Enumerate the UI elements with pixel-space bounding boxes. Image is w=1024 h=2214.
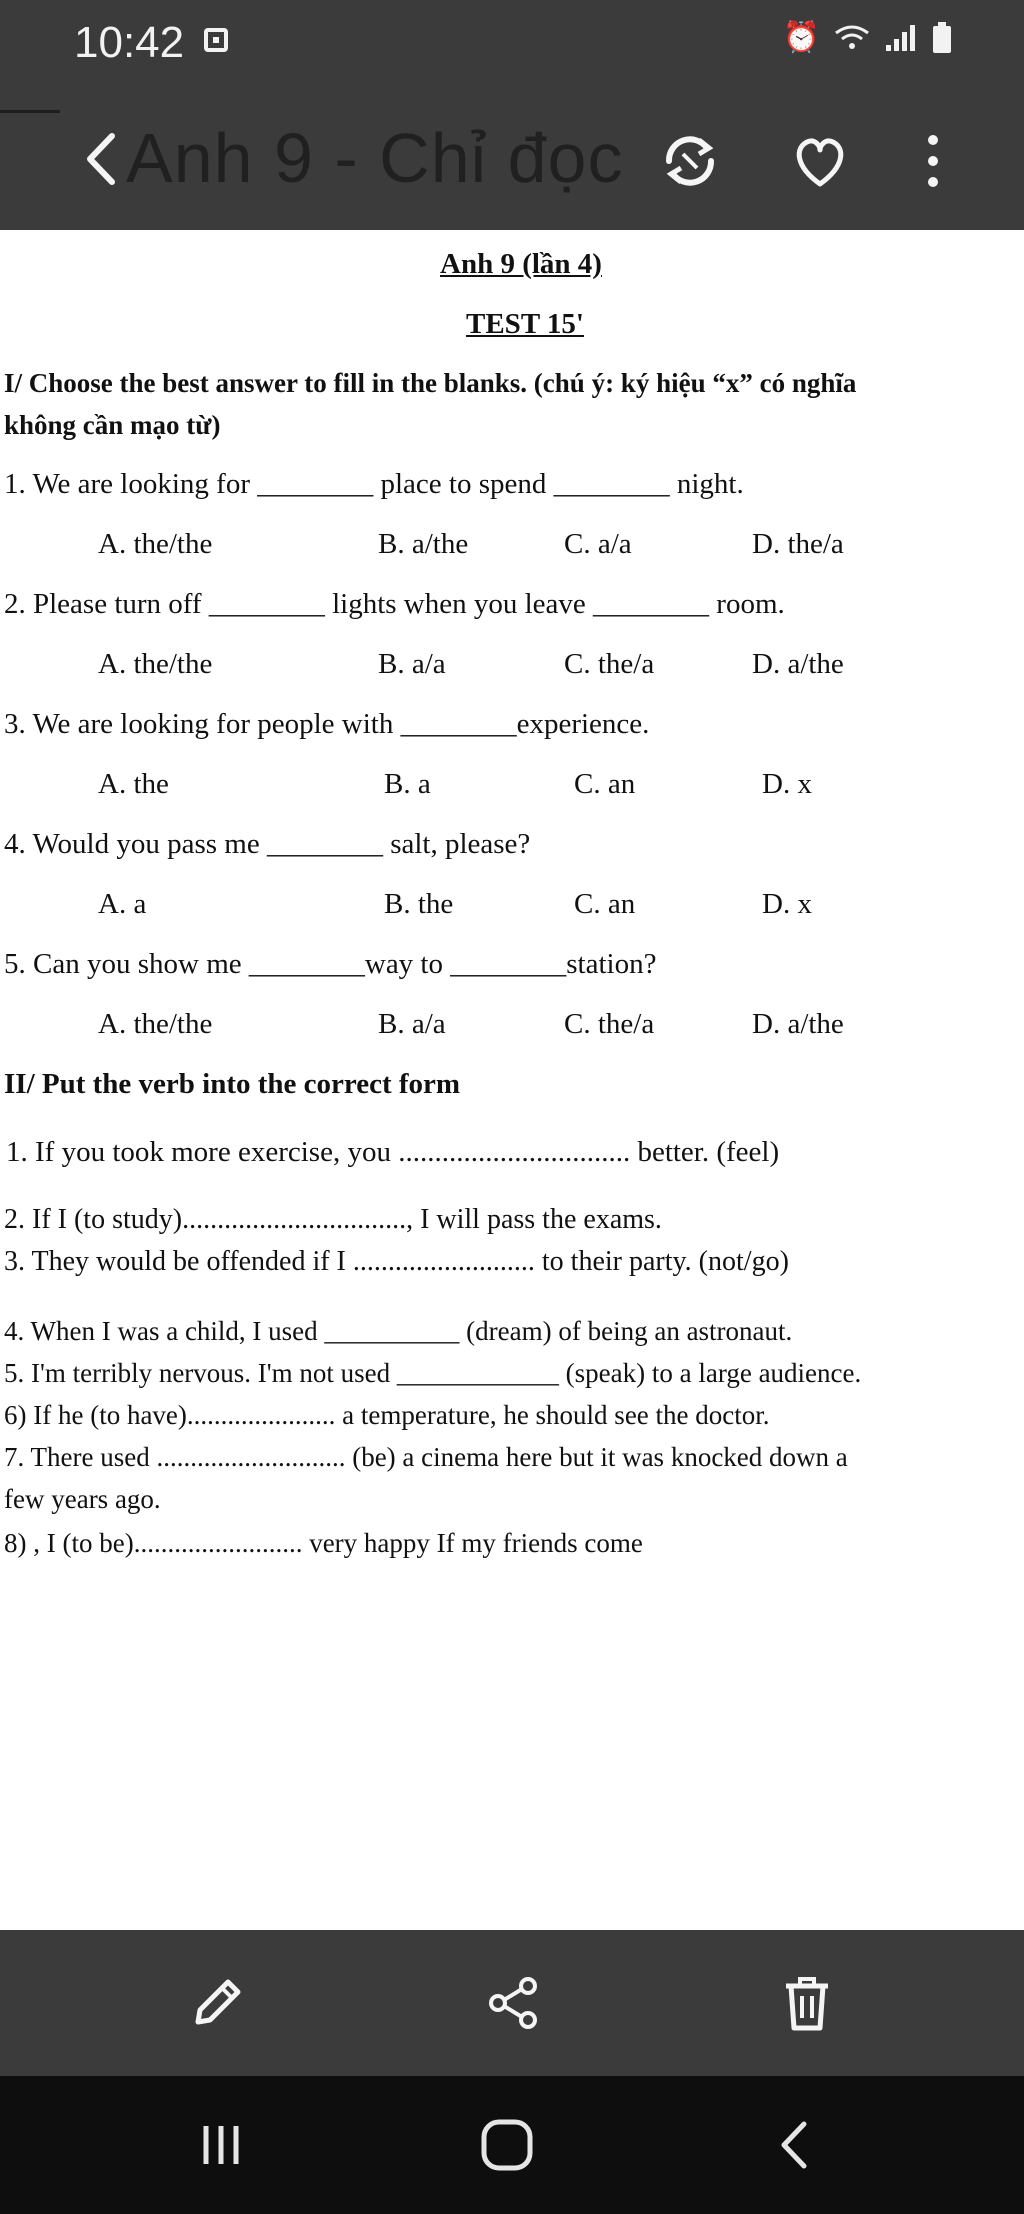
exercise-item: 7. There used ............................ (be) a cinema here but it was knocked down a: [4, 1442, 848, 1472]
title-divider: [0, 110, 60, 113]
delete-button[interactable]: [774, 1970, 840, 2036]
exercise-item: 4. When I was a child, I used __________ (dream) of being an astronaut.: [4, 1316, 793, 1346]
question-stem: 2. Please turn off ________ lights when you leave ________ room.: [4, 588, 785, 620]
question-stem: 3. We are looking for people with ________experience.: [4, 708, 650, 740]
option-c: C. an: [574, 888, 636, 920]
status-icons: [783, 20, 952, 55]
share-icon: [480, 1970, 546, 2036]
heart-icon: [785, 126, 855, 196]
recent-apps-icon: [186, 2110, 256, 2180]
screenshot-icon: [204, 28, 228, 52]
favorite-button[interactable]: [785, 126, 855, 196]
exercise-item: 1. If you took more exercise, you ................................ better. (feel): [6, 1136, 780, 1168]
sync-button[interactable]: [655, 126, 725, 196]
battery-icon: [932, 22, 952, 54]
exercise-item: 2. If I (to study)................................, I will pass the exams.: [4, 1204, 662, 1235]
alarm-icon: ⏰: [782, 20, 820, 55]
option-c: C. the/a: [564, 1008, 655, 1040]
bottom-toolbar: [0, 1930, 1024, 2076]
option-c: C. an: [574, 768, 636, 800]
option-d: D. a/the: [752, 648, 844, 680]
edit-button[interactable]: [184, 1970, 250, 2036]
option-b: B. a/a: [378, 1008, 446, 1040]
back-arrow-icon: [72, 114, 132, 204]
option-a: A. the/the: [98, 1008, 213, 1040]
option-b: B. the: [384, 888, 454, 920]
option-a: A. the: [98, 768, 169, 800]
option-d: D. the/a: [752, 528, 844, 560]
option-d: D. a/the: [752, 1008, 844, 1040]
exercise-item: 3. They would be offended if I .......................... to their party. (not/go): [4, 1246, 789, 1277]
option-a: A. a: [98, 888, 147, 920]
option-c: C. a/a: [564, 528, 632, 560]
signal-icon: [884, 23, 918, 53]
nav-back-icon: [762, 2110, 832, 2180]
system-nav-bar: [0, 2076, 1024, 2214]
home-button[interactable]: [472, 2110, 542, 2180]
edit-pencil-icon: [184, 1970, 250, 2036]
home-icon: [472, 2110, 542, 2180]
question-stem: 1. We are looking for ________ place to spend ________ night.: [4, 468, 744, 500]
status-bar: [0, 0, 1024, 90]
option-a: A. the/the: [98, 648, 213, 680]
wifi-icon: [834, 23, 870, 53]
option-d: D. x: [762, 888, 812, 920]
section1-instruction-cont: không cần mạo từ): [4, 410, 221, 440]
question-stem: 5. Can you show me ________way to ________station?: [4, 948, 657, 980]
section1-instruction: I/ Choose the best answer to fill in the blanks. (chú ý: ký hiệu “x” có nghĩa: [4, 368, 857, 398]
nav-back-button[interactable]: [762, 2110, 832, 2180]
question-stem: 4. Would you pass me ________ salt, please?: [4, 828, 531, 860]
recent-apps-button[interactable]: [186, 2110, 256, 2180]
document-page: [0, 230, 1024, 1930]
document-title: Anh 9 - Chỉ đọc: [126, 119, 624, 197]
option-b: B. a: [384, 768, 431, 800]
sync-icon: [655, 126, 725, 196]
document-heading: Anh 9 (lần 4): [440, 248, 602, 280]
exercise-item: 8) , I (to be)......................... very happy If my friends come: [4, 1528, 643, 1558]
exercise-item-cont: few years ago.: [4, 1484, 161, 1514]
document-subheading: TEST 15': [466, 308, 584, 340]
share-button[interactable]: [480, 1970, 546, 2036]
status-time: 10:42: [74, 18, 185, 67]
option-d: D. x: [762, 768, 812, 800]
exercise-item: 5. I'm terribly nervous. I'm not used ____________ (speak) to a large audience.: [4, 1358, 862, 1388]
section2-heading: II/ Put the verb into the correct form: [4, 1068, 461, 1100]
back-button[interactable]: [72, 114, 132, 204]
option-b: B. a/a: [378, 648, 446, 680]
option-c: C. the/a: [564, 648, 655, 680]
more-vertical-icon: [898, 126, 968, 196]
more-options-button[interactable]: [898, 126, 968, 196]
app-bar: [0, 90, 1024, 230]
delete-trash-icon: [774, 1970, 840, 2036]
option-a: A. the/the: [98, 528, 213, 560]
exercise-item: 6) If he (to have)...................... a temperature, he should see the doctor.: [4, 1400, 770, 1430]
option-b: B. a/the: [378, 528, 469, 560]
